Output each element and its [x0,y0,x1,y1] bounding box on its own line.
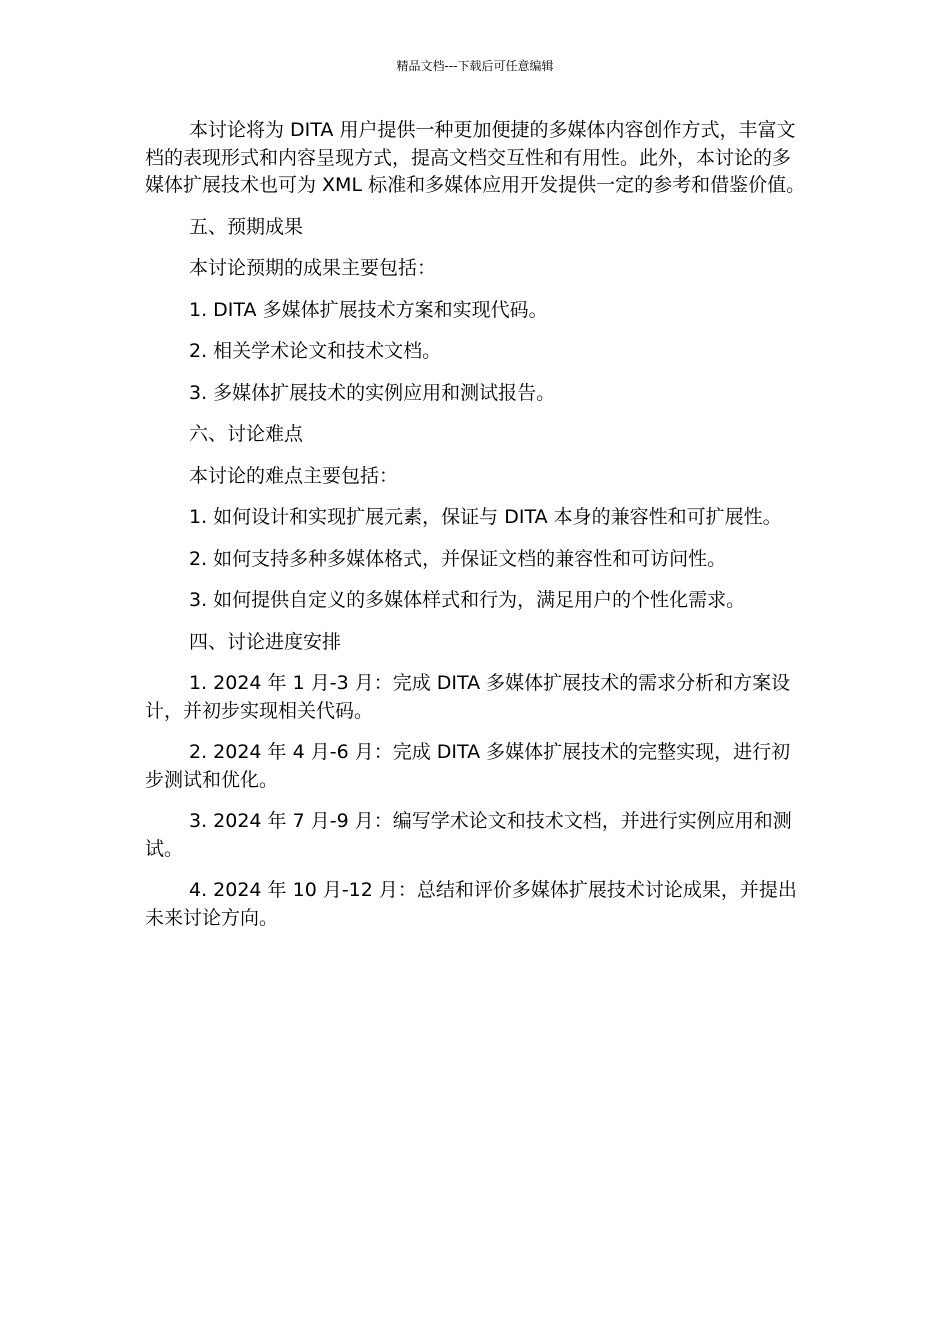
page-header: 精品文档---下载后可任意编辑 [396,59,554,73]
section-heading-difficulties: 六、讨论难点 [189,423,304,445]
expected-result-item-1: 1. DITA 多媒体扩展技术方案和实现代码。 [189,298,548,321]
section-heading-schedule: 四、讨论进度安排 [189,630,342,653]
document-body [145,117,807,946]
expected-result-item-2: 2. 相关学术论文和技术文档。 [189,340,442,362]
difficulty-item-2: 2. 如何支持多种多媒体格式，并保证文档的兼容性和可访问性。 [189,547,727,570]
schedule-item-4: 4. 2024 年 10 月-12 月：总结和评价多媒体扩展技术讨论成果，并提出未来讨论方向。 [145,879,797,929]
difficulty-item-3: 3. 如何提供自定义的多媒体样式和行为，满足用户的个性化需求。 [189,589,746,611]
difficulties-intro: 本讨论的难点主要包括： [189,464,399,487]
expected-result-item-3: 3. 多媒体扩展技术的实例应用和测试报告。 [189,381,556,404]
expected-results-intro: 本讨论预期的成果主要包括： [189,257,437,279]
section-heading-expected-results: 五、预期成果 [189,215,304,238]
intro-paragraph: 本讨论将为 DITA 用户提供一种更加便捷的多媒体内容创作方式，丰富文档的表现形式和内容呈现方式，提高文档交互性和有用性。此外，本讨论的多媒体扩展技术也可为 XML 标准和多媒体应用开发提供一定的参考和借鉴价值。 [145,119,806,196]
schedule-item-1: 1. 2024 年 1 月-3 月：完成 DITA 多媒体扩展技术的需求分析和方案设计，并初步实现相关代码。 [145,672,791,722]
difficulty-item-1: 1. 如何设计和实现扩展元素，保证与 DITA 本身的兼容性和可扩展性。 [189,506,782,528]
schedule-item-3: 3. 2024 年 7 月-9 月：编写学术论文和技术文档，并进行实例应用和测试。 [145,810,792,860]
schedule-item-2: 2. 2024 年 4 月-6 月：完成 DITA 多媒体扩展技术的完整实现，进行初步测试和优化。 [145,741,791,791]
